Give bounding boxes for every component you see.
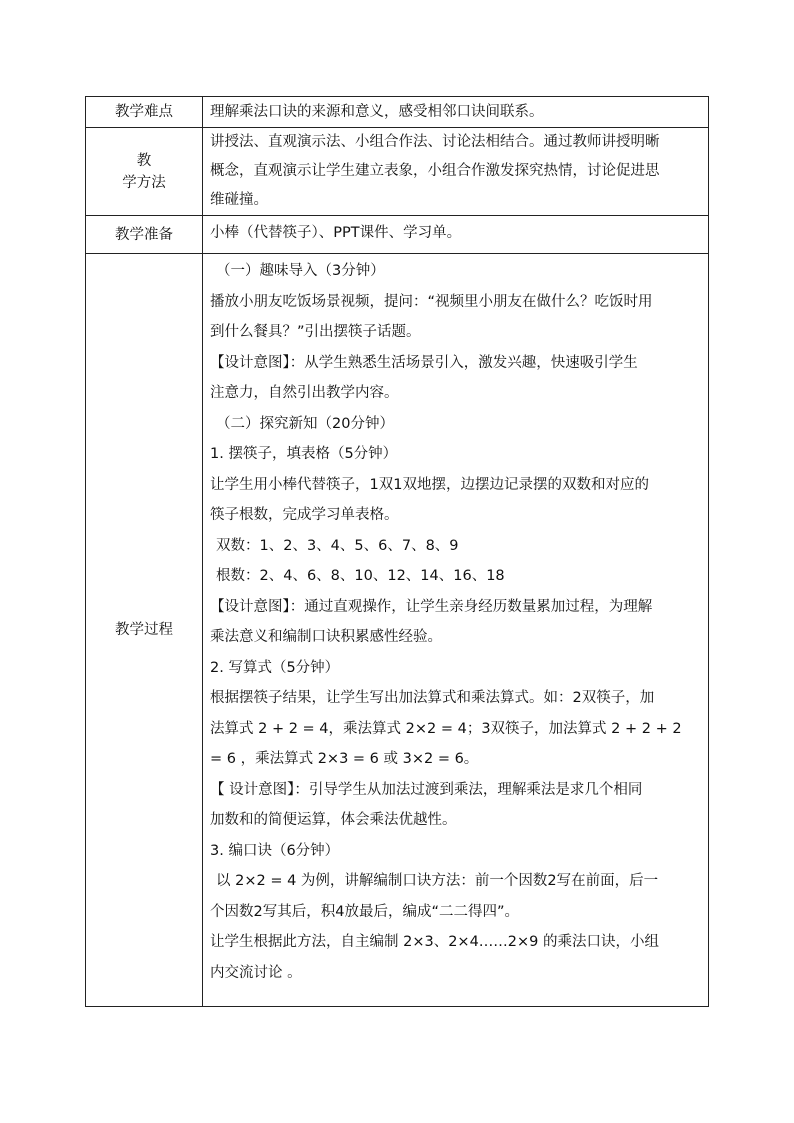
step-heading: 2. 写算式（5分钟） — [210, 659, 340, 676]
step-heading: 1. 摆筷子，填表格（5分钟） — [210, 446, 398, 462]
process-line: 让学生根据此方法，自主编制 2×3、2×4……2×9 的乘法口诀，小组 — [210, 934, 660, 950]
label-method-line-1: 教 — [136, 152, 152, 169]
row-teaching-method — [86, 128, 709, 216]
section-heading: （一）趣味导入（3分钟） — [216, 263, 385, 279]
process-line: 让学生用小棒代替筷子，1双1双地摆，边摆边记录摆的双数和对应的 — [210, 476, 649, 493]
label-teaching-method — [86, 128, 203, 216]
label-teaching-process: 教学过程 — [86, 254, 203, 1007]
sticks-count-line: 根数：2、4、6、8、10、12、14、16、18 — [216, 568, 505, 584]
row-teaching-process — [86, 254, 709, 1007]
process-line: 播放小朋友吃饭场景视频，提问：“视频里小朋友在做什么？吃饭时用 — [210, 293, 653, 310]
process-line: 以 2×2 = 4 为例，讲解编制口诀方法：前一个因数2写在前面，后一 — [216, 873, 659, 889]
design-intent-line: 【设计意图】：通过直观操作，让学生亲身经历数量累加过程，为理解 — [210, 598, 653, 615]
process-line: 法算式 2 + 2 = 4，乘法算式 2×2 = 4；3双筷子，加法算式 2 + 2 + 2 — [210, 720, 682, 737]
process-line: 到什么餐具？”引出摆筷子话题。 — [210, 324, 421, 340]
process-line: 内交流讨论 。 — [210, 964, 302, 981]
process-line: 个因数2写其后，积4放最后，编成“二二得四”。 — [210, 903, 519, 920]
row-teaching-difficulty — [86, 97, 709, 128]
method-line: 讲授法、直观演示法、小组合作法、讨论法相结合。通过教师讲授明晰 — [210, 134, 660, 150]
step-heading: 3. 编口诀（6分钟） — [210, 842, 340, 859]
process-line: 筷子根数，完成学习单表格。 — [210, 507, 399, 523]
section-heading: （二）探究新知（20分钟） — [216, 415, 394, 432]
label-teaching-preparation: 教学准备 — [86, 216, 203, 254]
design-intent-line: 注意力，自然引出教学内容。 — [210, 385, 399, 401]
content-teaching-method — [203, 128, 709, 216]
design-intent-line: 【设计意图】：从学生熟悉生活场景引入，激发兴趣，快速吸引学生 — [210, 354, 638, 371]
content-teaching-preparation: 小棒（代替筷子）、PPT课件、学习单。 — [203, 216, 709, 254]
method-line: 概念，直观演示让学生建立表象，小组合作激发探究热情，讨论促进思 — [210, 163, 660, 179]
design-intent-line: 【 设计意图】：引导学生从加法过渡到乘法，理解乘法是求几个相同 — [210, 781, 643, 798]
design-intent-line: 加数和的简便运算，体会乘法优越性。 — [210, 812, 457, 828]
method-line: 维碰撞。 — [210, 192, 268, 208]
label-teaching-difficulty: 教学难点 — [86, 97, 203, 128]
pairs-count-line: 双数：1、2、3、4、5、6、7、8、9 — [216, 537, 459, 554]
label-method-line-2: 学方法 — [122, 174, 166, 191]
process-line: 根据摆筷子结果，让学生写出加法算式和乘法算式。如：2双筷子，加 — [210, 690, 655, 706]
process-line: = 6 ，乘法算式 2×3 = 6 或 3×2 = 6。 — [210, 751, 479, 767]
row-teaching-preparation — [86, 216, 709, 254]
design-intent-line: 乘法意义和编制口诀积累感性经验。 — [210, 629, 442, 645]
lesson-plan-table — [85, 96, 709, 1007]
content-teaching-process — [203, 254, 709, 1007]
content-teaching-difficulty: 理解乘法口诀的来源和意义，感受相邻口诀间联系。 — [203, 97, 709, 128]
